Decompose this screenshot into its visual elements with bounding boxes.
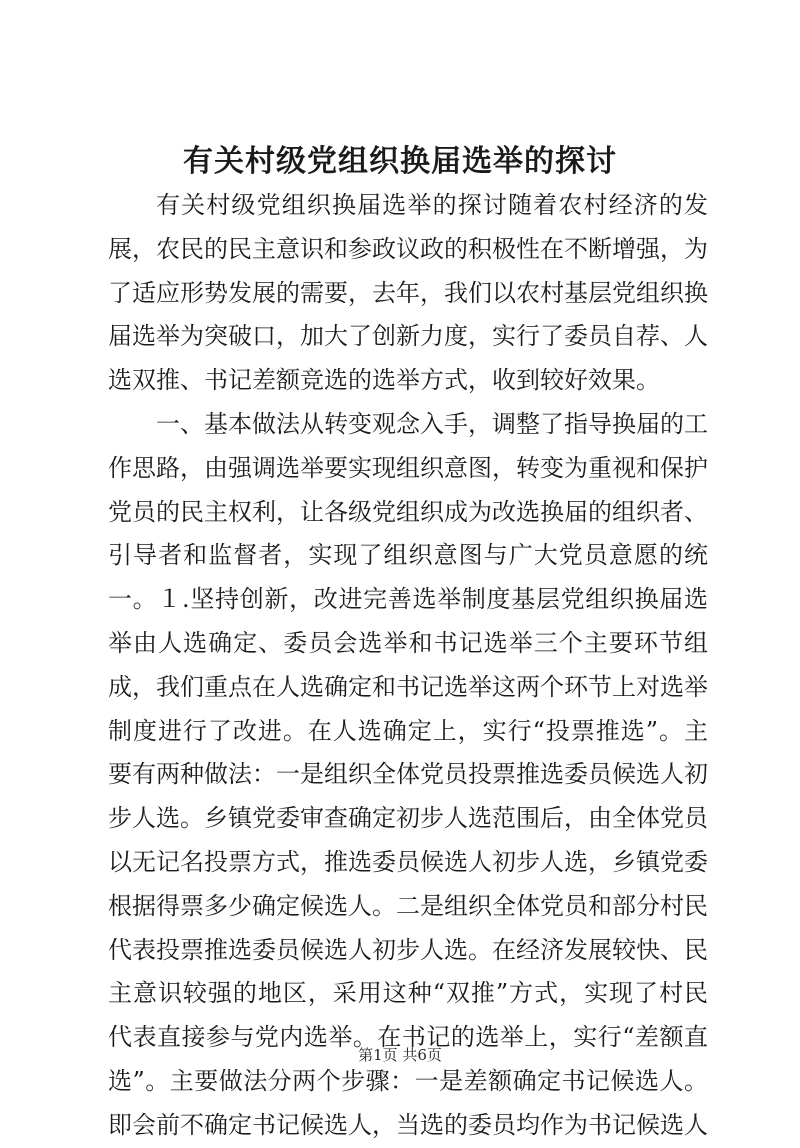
document-title: 有关村级党组织换届选举的探讨 (183, 144, 617, 179)
paragraph-basic-practice: 一、基本做法从转变观念入手，调整了指导换届的工作思路，由强调选举要实现组织意图，转变为重视和保护党员的民主权利，让各级党组织成为改选换届的组织者、引导者和监督者，实现了组织意图与广大党员意愿的统一。１.坚持创新，改进完善选举制度基层党组织换届选举由人选确定、委员会选举和书记选举三个主要环节组成，我们重点在人选确定和书记选举这两个环节上对选举制度进行了改进。在人选确定上，实行“投票推选”。主要有两种做法：一是组织全体党员投票推选委员候选人初步人选。乡镇党委审查确定初步人选范围后，由全体党员以无记名投票方式，推选委员候选人初步人选，乡镇党委根据得票多少确定候选人。二是组织全体党员和部分村民代表投票推选委员候选人初步人选。在经济发展较快、民主意识较强的地区，采用这种“双推”方式，实现了村民代表直接参与党内选举。在书记的选举上，实行“差额直选”。主要做法分两个步骤：一是差额确定书记候选人。即会前不确定书记候选人，当选的委员均作为书记候选人 (108, 409, 708, 1139)
document-body (108, 184, 708, 1148)
page-number-footer: 第1页 共6页 (358, 1046, 442, 1064)
paragraph-intro: 有关村级党组织换届选举的探讨随着农村经济的发展，农民的民主意识和参政议政的积极性在不断增强，为了适应形势发展的需要，去年，我们以农村基层党组织换届选举为突破口，加大了创新力度，实行了委员自荐、人选双推、书记差额竞选的选举方式，收到较好效果。 (108, 191, 708, 395)
